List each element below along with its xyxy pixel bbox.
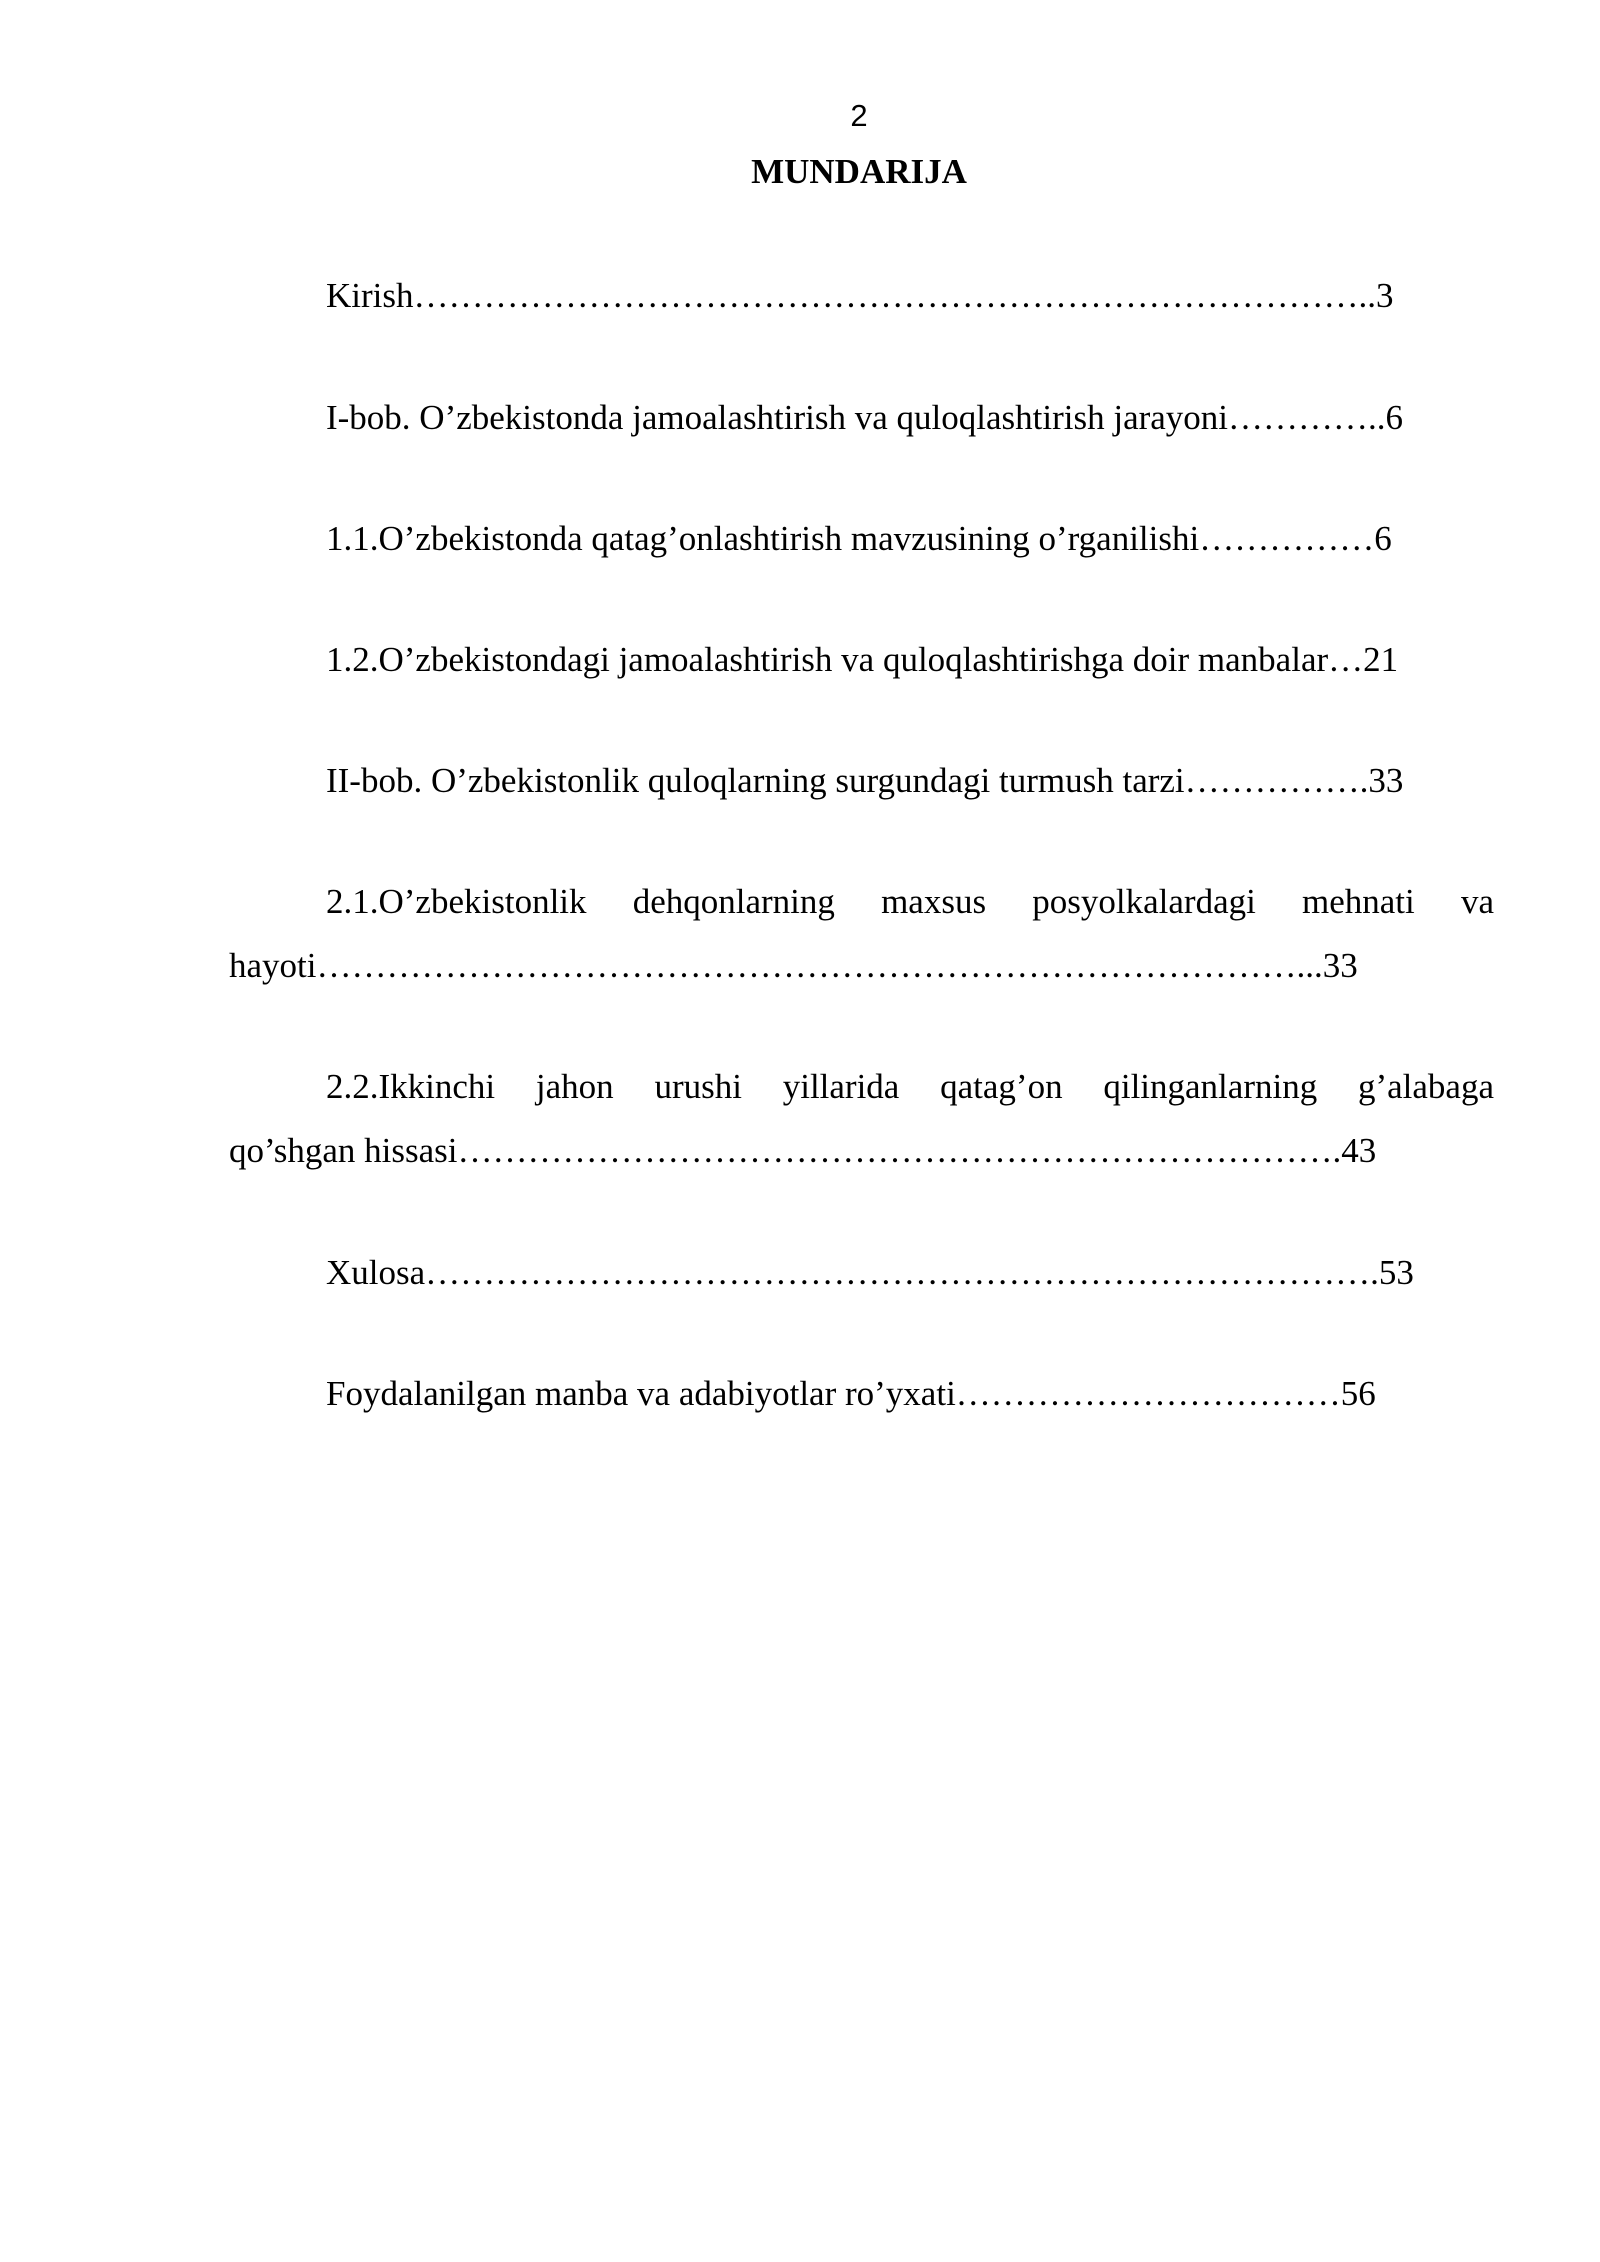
toc-entry-line: 2.2.Ikkinchi jahon urushi yillarida qatag’on qilinganlarning g’alabaga bbox=[326, 1067, 1494, 1106]
toc-entry-xulosa: Xulosa……………………………………………………………………….53 bbox=[326, 1253, 1414, 1292]
toc-entry-section-1-1: 1.1.O’zbekistonda qatag’onlashtirish mavzusining o’rganilishi……………6 bbox=[326, 519, 1392, 558]
page-number: 2 bbox=[850, 98, 868, 133]
toc-entry-kirish: Kirish………………………………………………………………………..3 bbox=[326, 276, 1394, 315]
toc-entry-section-2-2 bbox=[229, 1067, 1494, 1171]
toc-entry-line: hayoti…………………………………………………………………………...33 bbox=[229, 946, 1358, 985]
toc-entry-bibliography: Foydalanilgan manba va adabiyotlar ro’yxati……………………………56 bbox=[326, 1374, 1376, 1413]
toc-entry-section-2-1 bbox=[229, 882, 1494, 986]
page-title: MUNDARIJA bbox=[751, 152, 967, 191]
toc-entry-chapter-1: I-bob. O’zbekistonda jamoalashtirish va quloqlashtirish jarayoni…………..6 bbox=[326, 398, 1404, 437]
toc-entry-line: 2.1.O’zbekistonlik dehqonlarning maxsus posyolkalardagi mehnati va bbox=[326, 882, 1494, 921]
toc-entry-line: qo’shgan hissasi………………………………………………………………….43 bbox=[229, 1131, 1377, 1170]
toc-entry-chapter-2: II-bob. O’zbekistonlik quloqlarning surgundagi turmush tarzi…………….33 bbox=[326, 761, 1404, 800]
toc-entry-section-1-2: 1.2.O’zbekistondagi jamoalashtirish va quloqlashtirishga doir manbalar…21 bbox=[326, 640, 1399, 679]
